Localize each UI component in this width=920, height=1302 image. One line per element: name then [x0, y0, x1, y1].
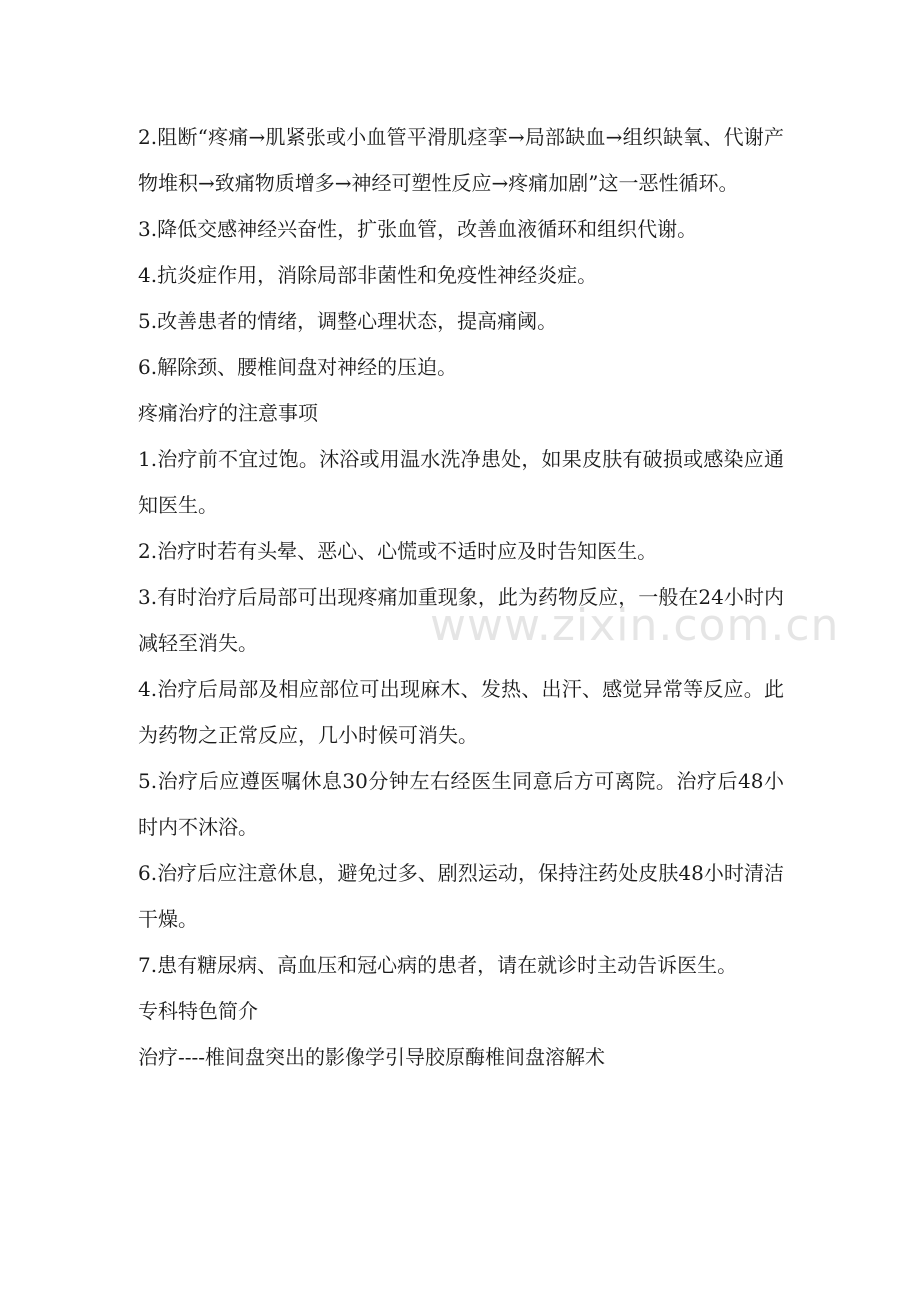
precaution-item-1: 1.治疗前不宜过饱。沐浴或用温水洗净患处，如果皮肤有破损或感染应通知医生。: [138, 447, 784, 517]
section-heading-precautions: 疼痛治疗的注意事项: [138, 401, 318, 425]
watermark: www.zixin.com.cn: [430, 600, 840, 651]
paragraph-block-interruption: 2.阻断“疼痛→肌紧张或小血管平滑肌痉挛→局部缺血→组织缺氧、代谢产物堆积→致痛物质增多→神经可塑性反应→疼痛加剧”这一恶性循环。: [138, 125, 784, 195]
section-heading-specialty: 专科特色简介: [138, 999, 258, 1023]
paragraph-sympathetic-nerve: 3.降低交感神经兴奋性，扩张血管，改善血液循环和组织代谢。: [138, 217, 698, 241]
precaution-item-5: 5.治疗后应遵医嘱休息30分钟左右经医生同意后方可离院。治疗后48小时内不沐浴。: [138, 769, 784, 839]
precaution-item-2: 2.治疗时若有头晕、恶心、心慌或不适时应及时告知医生。: [138, 539, 658, 563]
precaution-item-6: 6.治疗后应注意休息，避免过多、剧烈运动，保持注药处皮肤48小时清洁干燥。: [138, 861, 784, 931]
paragraph-anti-inflammatory: 4.抗炎症作用，消除局部非菌性和免疫性神经炎症。: [138, 263, 598, 287]
precaution-item-7: 7.患有糖尿病、高血压和冠心病的患者，请在就诊时主动告诉医生。: [138, 953, 738, 977]
paragraph-mood: 5.改善患者的情绪，调整心理状态，提高痛阈。: [138, 309, 558, 333]
document-body: [138, 114, 784, 1080]
precaution-item-3: 3.有时治疗后局部可出现疼痛加重现象，此为药物反应，一般在24小时内减轻至消失。: [138, 585, 784, 655]
paragraph-disc-pressure: 6.解除颈、腰椎间盘对神经的压迫。: [138, 355, 458, 379]
specialty-treatment-line: 治疗----椎间盘突出的影像学引导胶原酶椎间盘溶解术: [138, 1045, 606, 1069]
precaution-item-4: 4.治疗后局部及相应部位可出现麻木、发热、出汗、感觉异常等反应。此为药物之正常反应，几小时候可消失。: [138, 677, 784, 747]
